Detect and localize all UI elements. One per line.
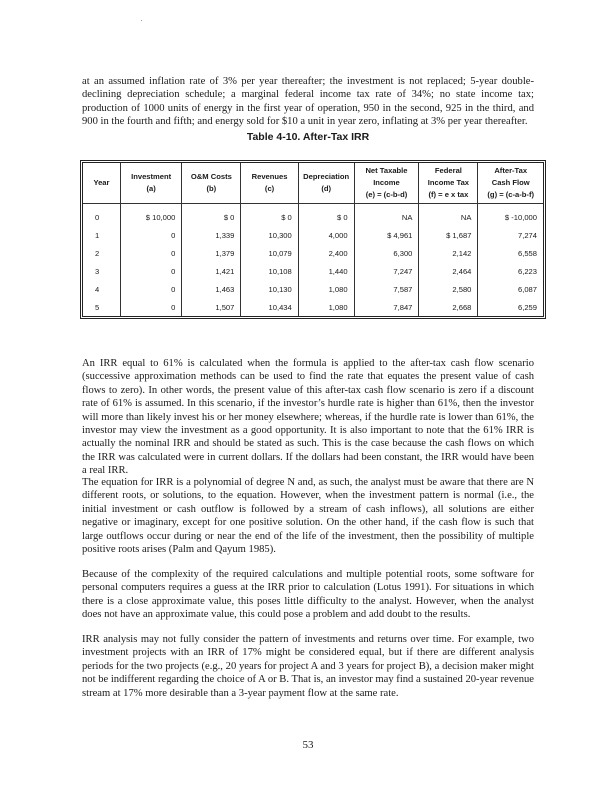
header-federal-income-tax: Federal Income Tax (f) = e x tax xyxy=(419,163,478,204)
paragraph-irr-polynomial: The equation for IRR is a polynomial of degree N and, as such, the analyst must be aware that there are N different roots, or solutions, to the equation. However, when the investment pattern is normal (i.e., the initial investment or cash outflow is followed by a stream of cash inflows), all solutions are either negative or imaginary, except for one positive solution. On the other hand, if the cash flow is such that large outflows occur during or near the end of the life of the investment, then the possibility of multiple positive roots arises (Palm and Qayum 1985). xyxy=(82,477,534,556)
cell-om-costs: 1,507 xyxy=(182,298,241,316)
cell-net-taxable-income: 6,300 xyxy=(354,244,419,262)
cell-revenues: 10,130 xyxy=(241,280,298,298)
cell-depreciation: 2,400 xyxy=(298,244,354,262)
cell-after-tax-cash-flow: 6,259 xyxy=(478,298,543,316)
header-om-costs: O&M Costs (b) xyxy=(182,163,241,204)
table-row xyxy=(83,262,543,280)
cell-om-costs: 1,379 xyxy=(182,244,241,262)
cell-after-tax-cash-flow: 6,223 xyxy=(478,262,543,280)
cell-depreciation: $ 0 xyxy=(298,204,354,227)
cell-net-taxable-income: $ 4,961 xyxy=(354,226,419,244)
cell-federal-income-tax: 2,580 xyxy=(419,280,478,298)
cell-net-taxable-income: 7,847 xyxy=(354,298,419,316)
cell-investment: 0 xyxy=(120,244,181,262)
cell-revenues: 10,108 xyxy=(241,262,298,280)
cell-revenues: 10,434 xyxy=(241,298,298,316)
cell-after-tax-cash-flow: 6,087 xyxy=(478,280,543,298)
cell-investment: 0 xyxy=(120,280,181,298)
cell-after-tax-cash-flow: 6,558 xyxy=(478,244,543,262)
page-number: 53 xyxy=(302,739,314,751)
cell-year: 5 xyxy=(95,302,100,312)
header-revenues: Revenues (c) xyxy=(241,163,298,204)
cell-federal-income-tax: 2,142 xyxy=(419,244,478,262)
header-year: Year xyxy=(83,163,120,204)
cell-year: 3 xyxy=(95,266,100,276)
cell-om-costs: 1,421 xyxy=(182,262,241,280)
scan-speck xyxy=(141,20,142,21)
cell-revenues: 10,079 xyxy=(241,244,298,262)
table-header-row xyxy=(83,163,543,204)
cell-investment: 0 xyxy=(120,298,181,316)
cell-federal-income-tax: NA xyxy=(419,204,478,227)
table-row xyxy=(83,280,543,298)
header-investment: Investment (a) xyxy=(120,163,181,204)
table-title: Table 4-10. After-Tax IRR xyxy=(246,131,370,143)
after-tax-irr-table xyxy=(83,163,543,316)
cell-investment: 0 xyxy=(120,262,181,280)
cell-year: 0 xyxy=(95,212,100,222)
cell-federal-income-tax: 2,668 xyxy=(419,298,478,316)
paragraph-software-guess: Because of the complexity of the required calculations and multiple potential roots, some software for personal computers requires a guess at the IRR prior to calculation (Lotus 1991). For situations in which there is a close approximate value, this poses little difficulty to the analyst. However, when the analyst does not have an approximate value, this could pose a problem and add doubt to the results. xyxy=(82,569,534,621)
cell-depreciation: 1,080 xyxy=(298,298,354,316)
after-tax-irr-table-frame xyxy=(80,160,546,319)
table-row xyxy=(83,244,543,262)
table-row xyxy=(83,298,543,316)
table-row xyxy=(83,226,543,244)
header-net-taxable-income: Net Taxable Income (e) = (c-b-d) xyxy=(354,163,419,204)
header-depreciation: Depreciation (d) xyxy=(298,163,354,204)
cell-after-tax-cash-flow: 7,274 xyxy=(478,226,543,244)
cell-after-tax-cash-flow: $ -10,000 xyxy=(478,204,543,227)
cell-net-taxable-income: NA xyxy=(354,204,419,227)
cell-investment: 0 xyxy=(120,226,181,244)
cell-om-costs: 1,339 xyxy=(182,226,241,244)
cell-om-costs: 1,463 xyxy=(182,280,241,298)
cell-depreciation: 1,080 xyxy=(298,280,354,298)
intro-paragraph: at an assumed inflation rate of 3% per year thereafter; the investment is not replaced; 5-year double-declining depreciation schedule; a marginal federal income tax rate of 34%; no state income tax; production of 1000 units of energy in the first year of operation, 950 in the second, 925 in the third, and 900 in the fourth and fifth; and energy sold for $10 a unit in year zero, inflating at 3% per year thereafter. xyxy=(82,76,534,128)
header-after-tax-cash-flow: After-Tax Cash Flow (g) = (c-a-b-f) xyxy=(478,163,543,204)
cell-revenues: $ 0 xyxy=(241,204,298,227)
cell-federal-income-tax: 2,464 xyxy=(419,262,478,280)
cell-investment: $ 10,000 xyxy=(120,204,181,227)
paragraph-investment-pattern: IRR analysis may not fully consider the pattern of investments and returns over time. For example, two investment projects with an IRR of 17% might be considered equal, but if there are different analysis periods for the two projects (e.g., 20 years for project A and 3 years for project B), a decision maker might not be indifferent regarding the choice of A or B. That is, an investor may find a sustained 20-year revenue stream at 17% more desirable than a 3-year payment flow at the same rate. xyxy=(82,634,534,699)
cell-year: 1 xyxy=(95,230,100,240)
cell-om-costs: $ 0 xyxy=(182,204,241,227)
paragraph-irr-calculation: An IRR equal to 61% is calculated when the formula is applied to the after-tax cash flow scenario (successive approximation methods can be used to find the rate that equates the present value of cash flows to zero). In other words, the present value of this after-tax cash flow scenario is zero if a discount rate of 61% is assumed. In this scenario, if the investor’s hurdle rate is higher than 61%, then the investor will more than likely invest his or her money elsewhere; whereas, if the hurdle rate is lower than 61%, the investor may view the investment as a good opportunity. It is also important to note that the 61% IRR is actually the nominal IRR and should be stated as such. This is the case because the cash flows on which the IRR was calculated were in current dollars. If the dollars had been constant, the IRR would have been a real IRR. xyxy=(82,358,534,477)
table-row xyxy=(83,204,543,227)
cell-federal-income-tax: $ 1,687 xyxy=(419,226,478,244)
cell-net-taxable-income: 7,247 xyxy=(354,262,419,280)
cell-depreciation: 1,440 xyxy=(298,262,354,280)
cell-revenues: 10,300 xyxy=(241,226,298,244)
cell-net-taxable-income: 7,587 xyxy=(354,280,419,298)
cell-year: 2 xyxy=(95,248,100,258)
cell-year: 4 xyxy=(95,284,100,294)
cell-depreciation: 4,000 xyxy=(298,226,354,244)
